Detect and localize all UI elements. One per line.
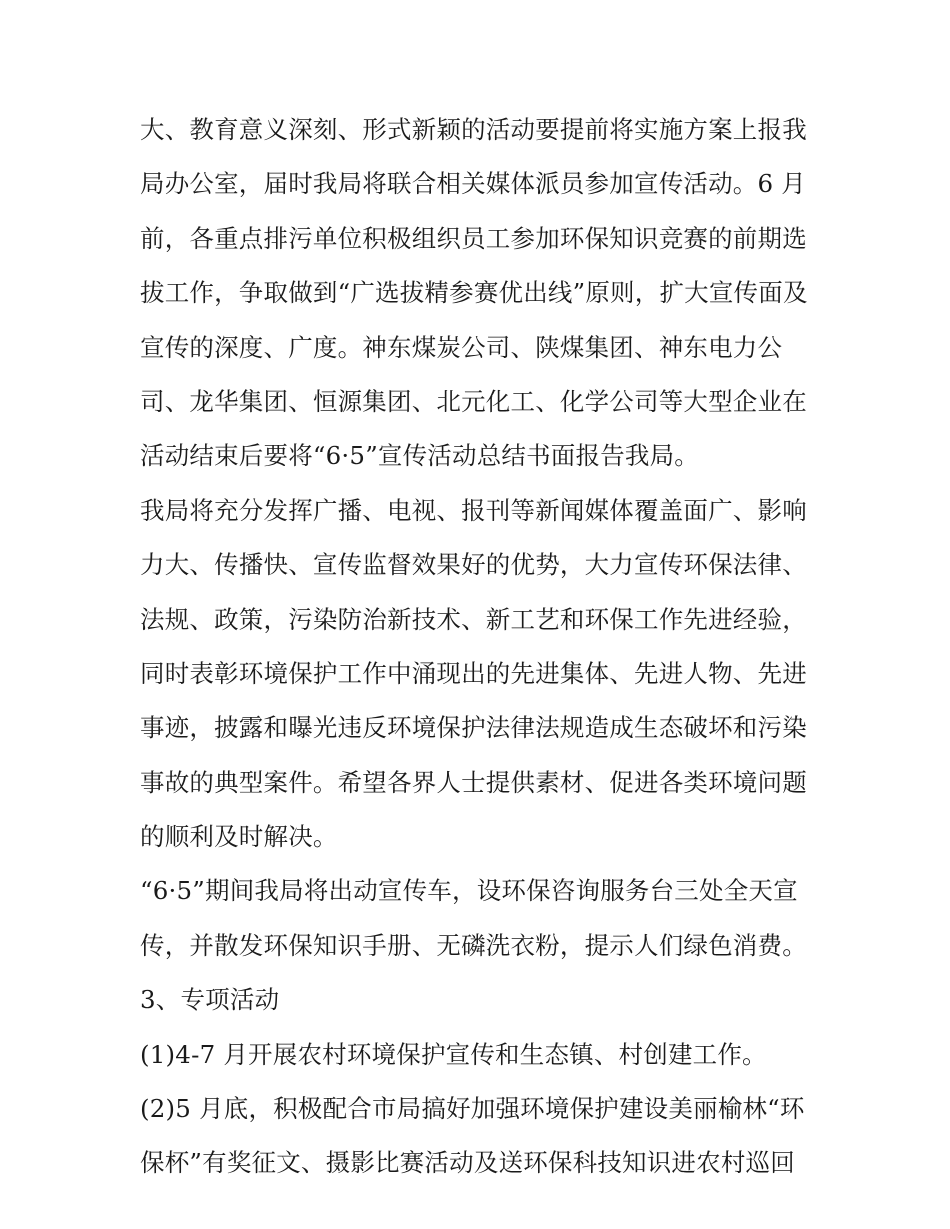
text-line: 的顺利及时解决。 <box>140 822 338 852</box>
text-line: 法规、政策，污染防治新技术、新工艺和环保工作先进经验， <box>140 604 807 634</box>
text-line: 保杯”有奖征文、摄影比赛活动及送环保科技知识进农村巡回 <box>140 1148 795 1178</box>
text-line: 传，并散发环保知识手册、无磷洗衣粉，提示人们绿色消费。 <box>140 930 807 960</box>
text-line: 大、教育意义深刻、形式新颖的活动要提前将实施方案上报我 <box>140 115 807 144</box>
text-line: 同时表彰环境保护工作中涌现出的先进集体、先进人物、先进 <box>140 658 807 688</box>
document-body <box>140 103 830 1191</box>
text-line: (2)5 月底，积极配合市局搞好加强环境保护建设美丽榆林“环 <box>140 1094 805 1124</box>
text-line: 司、龙华集团、恒源集团、北元化工、化学公司等大型企业在 <box>140 386 807 416</box>
text-line: 活动结束后要将“6·5”宣传活动总结书面报告我局。 <box>140 441 700 471</box>
text-line: 局办公室，届时我局将联合相关媒体派员参加宣传活动。6 月 <box>140 169 806 199</box>
text-line: “6·5”期间我局将出动宣传车，设环保咨询服务台三处全天宣 <box>140 876 798 906</box>
section-heading: 3、专项活动 <box>140 985 280 1015</box>
text-line: 力大、传播快、宣传监督效果好的优势，大力宣传环保法律、 <box>140 550 807 580</box>
text-line: 宣传的深度、广度。神东煤炭公司、陕煤集团、神东电力公 <box>140 332 783 362</box>
text-line: 前，各重点排污单位积极组织员工参加环保知识竞赛的前期选 <box>140 223 807 253</box>
text-line: (1)4-7 月开展农村环境保护宣传和生态镇、村创建工作。 <box>140 1039 767 1069</box>
text-line: 拔工作，争取做到“广选拔精参赛优出线”原则，扩大宣传面及 <box>140 278 808 308</box>
text-line: 事迹，披露和曝光违反环境保护法律法规造成生态破坏和污染 <box>140 713 807 743</box>
text-line: 我局将充分发挥广播、电视、报刊等新闻媒体覆盖面广、影响 <box>140 495 807 525</box>
text-line: 事故的典型案件。希望各界人士提供素材、促进各类环境问题 <box>140 767 807 797</box>
